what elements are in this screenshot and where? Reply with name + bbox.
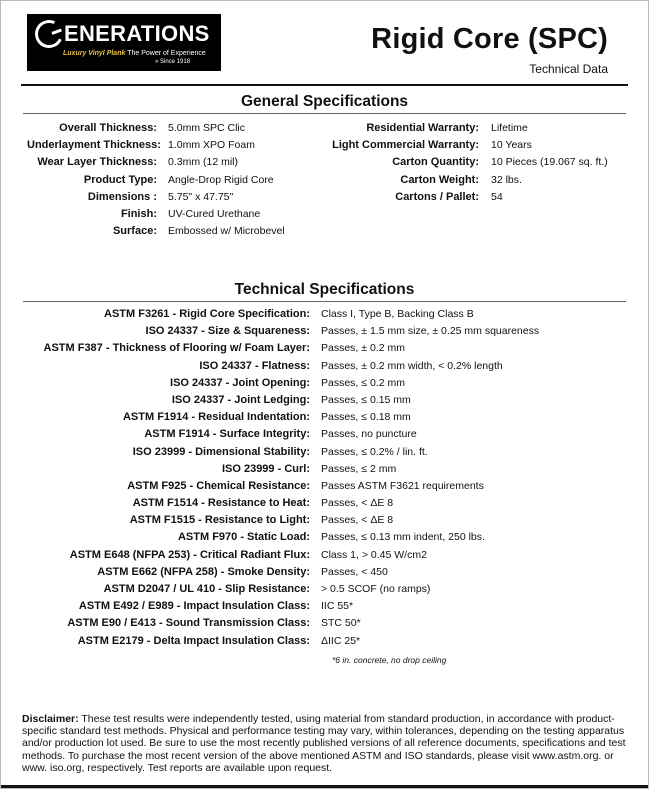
spec-label: ASTM D2047 / UL 410 - Slip Resistance:: [103, 583, 310, 595]
technical-spec-row: [1, 531, 539, 548]
spec-label: ISO 23999 - Dimensional Stability:: [132, 445, 310, 458]
spec-value: STC 50*: [321, 617, 361, 630]
spec-label: Overall Thickness:: [59, 122, 157, 134]
general-spec-row: [301, 191, 608, 208]
technical-footnote: *6 in. concrete, no drop ceiling: [332, 655, 447, 665]
document-subtitle: Technical Data: [529, 62, 608, 76]
spec-value: Passes, no puncture: [321, 428, 417, 441]
technical-specs-title: Technical Specifications: [234, 281, 415, 298]
general-specs-divider: [23, 113, 626, 114]
disclaimer-label: Disclaimer:: [22, 713, 79, 725]
technical-spec-row: [1, 411, 539, 428]
spec-value: Passes, ≤ 0.18 mm: [321, 411, 411, 424]
spec-label: ASTM F387 - Thickness of Flooring w/ Foam Layer:: [43, 342, 310, 355]
spec-label: ASTM F970 - Static Load:: [177, 531, 310, 544]
technical-spec-row: [1, 480, 539, 497]
disclaimer-text: These test results were independently tested, using material from standard production, in accordance with product-specific standard test methods. Physical and performance testing may vary, within tolerances, depending on the testing apparatus and/or production lot used. Be sure to use the most recently published versions of all reference documents, specifications and test methods. To purchase the most recent version of the above mentioned ASTM and ISO standards, please visit www.astm.org. or www. iso.org, respectively. Test reports are available upon request.: [22, 713, 626, 774]
technical-spec-row: [1, 325, 539, 342]
technical-spec-row: [1, 394, 539, 411]
spec-label: Finish:: [120, 207, 157, 220]
spec-value: Passes, ≤ 2 mm: [321, 462, 397, 475]
spec-label: ISO 24337 - Flatness:: [199, 359, 310, 372]
spec-value: 5.75" x 47.75": [168, 190, 234, 203]
spec-label: ASTM F925 - Chemical Resistance:: [127, 479, 310, 492]
technical-spec-row: [1, 360, 539, 377]
technical-spec-row: [1, 377, 539, 394]
general-specs-title: General Specifications: [240, 93, 409, 110]
technical-spec-row: [1, 600, 539, 617]
spec-value: Angle-Drop Rigid Core: [168, 173, 274, 186]
technical-spec-row: [1, 566, 539, 583]
spec-value: 54: [491, 190, 503, 203]
header-divider: [21, 84, 628, 86]
general-spec-row: [301, 122, 608, 139]
technical-spec-row: [1, 463, 539, 480]
general-specs-left-column: [27, 122, 285, 242]
spec-label: ASTM E492 / E989 - Impact Insulation Class:: [78, 600, 310, 613]
technical-spec-row: [1, 428, 539, 445]
logo-wordmark: ENERATIONS: [64, 21, 210, 46]
logo-product-line: Luxury Vinyl Plank: [63, 50, 126, 57]
spec-label: ISO 24337 - Joint Opening:: [170, 376, 310, 389]
spec-value: Passes, ± 0.2 mm width, < 0.2% length: [321, 359, 503, 372]
technical-spec-row: [1, 617, 539, 634]
technical-spec-row: [1, 549, 539, 566]
general-specs-right-column: [301, 122, 608, 208]
spec-label: Carton Weight:: [400, 173, 479, 186]
spec-label: ASTM E90 / E413 - Sound Transmission Class:: [67, 617, 310, 630]
spec-label: ASTM F1514 - Resistance to Heat:: [132, 497, 310, 510]
spec-value: Passes, ≤ 0.15 mm: [321, 393, 411, 406]
technical-spec-row: [1, 308, 539, 325]
spec-value: Class I, Type B, Backing Class B: [321, 308, 474, 320]
spec-value: Passes, < 450: [321, 565, 388, 578]
spec-label: ASTM E648 (NFPA 253) - Critical Radiant Flux:: [69, 548, 310, 561]
spec-value: 0.3mm (12 mil): [168, 156, 239, 169]
spec-value: Passes, ± 1.5 mm size, ± 0.25 mm squareness: [321, 325, 540, 338]
general-spec-row: [27, 122, 285, 139]
logo-g-mark-icon: [31, 16, 67, 52]
spec-label: Surface:: [112, 225, 157, 238]
technical-spec-row: [1, 497, 539, 514]
technical-spec-row: [1, 446, 539, 463]
technical-spec-row: [1, 583, 539, 600]
document-title: Rigid Core (SPC): [371, 23, 608, 55]
spec-label: ASTM F3261 - Rigid Core Specification:: [104, 308, 310, 320]
spec-label: Light Commercial Warranty:: [332, 139, 479, 152]
spec-value: Class 1, > 0.45 W/cm2: [321, 548, 427, 561]
general-spec-row: [301, 156, 608, 173]
spec-value: Embossed w/ Microbevel: [168, 225, 285, 238]
spec-label: Product Type:: [83, 173, 157, 186]
technical-spec-row: [1, 514, 539, 531]
technical-specs-divider: [23, 301, 626, 302]
general-spec-row: [27, 174, 285, 191]
general-spec-row: [27, 208, 285, 225]
general-spec-row: [27, 191, 285, 208]
spec-value: > 0.5 SCOF (no ramps): [321, 583, 431, 595]
spec-label: Dimensions :: [87, 190, 157, 203]
spec-value: 1.0mm XPO Foam: [168, 139, 255, 152]
logo-slogan: The Power of Experience: [127, 50, 206, 57]
spec-label: ASTM E662 (NFPA 258) - Smoke Density:: [97, 565, 310, 578]
spec-value: Passes ASTM F3621 requirements: [321, 479, 484, 492]
spec-label: ASTM F1914 - Surface Integrity:: [144, 428, 310, 441]
logo-since: » Since 1918: [155, 59, 191, 65]
general-spec-row: [301, 174, 608, 191]
spec-value: Lifetime: [491, 122, 528, 134]
footer-divider: [1, 785, 648, 788]
spec-value: Passes, ≤ 0.2% / lin. ft.: [321, 445, 428, 458]
spec-value: ΔIIC 25*: [321, 634, 361, 647]
brand-logo: [27, 14, 221, 71]
spec-label: Residential Warranty:: [366, 122, 479, 134]
spec-value: 10 Pieces (19.067 sq. ft.): [491, 156, 608, 169]
logo-tagline: [63, 49, 213, 58]
technical-spec-row: [1, 635, 539, 652]
spec-value: IIC 55*: [321, 600, 354, 613]
spec-value: 32 lbs.: [491, 173, 522, 186]
general-spec-row: [301, 139, 608, 156]
spec-label: ISO 23999 - Curl:: [221, 462, 310, 475]
spec-value: UV-Cured Urethane: [168, 207, 261, 220]
spec-label: ASTM E2179 - Delta Impact Insulation Class:: [77, 634, 310, 647]
spec-label: Cartons / Pallet:: [395, 190, 479, 203]
spec-value: 5.0mm SPC Clic: [168, 122, 246, 134]
disclaimer: [22, 713, 628, 774]
spec-value: Passes, < ΔE 8: [321, 514, 394, 527]
spec-value: Passes, ≤ 0.2 mm: [321, 376, 405, 389]
spec-label: ISO 24337 - Size & Squareness:: [145, 325, 310, 338]
spec-value: Passes, ± 0.2 mm: [321, 342, 405, 355]
general-spec-row: [27, 139, 285, 156]
technical-specs-table: [1, 308, 539, 652]
spec-label: ASTM F1914 - Residual Indentation:: [122, 411, 310, 424]
spec-value: 10 Years: [491, 139, 532, 152]
spec-value: Passes, ≤ 0.13 mm indent, 250 lbs.: [321, 531, 485, 544]
general-spec-row: [27, 225, 285, 242]
spec-value: Passes, < ΔE 8: [321, 497, 394, 510]
spec-label: Underlayment Thickness:: [27, 139, 161, 152]
spec-label: Carton Quantity:: [392, 156, 479, 169]
spec-label: ASTM F1515 - Resistance to Light:: [129, 514, 310, 527]
spec-label: ISO 24337 - Joint Ledging:: [171, 393, 310, 406]
general-spec-row: [27, 156, 285, 173]
technical-spec-row: [1, 342, 539, 359]
spec-label: Wear Layer Thickness:: [37, 156, 157, 169]
